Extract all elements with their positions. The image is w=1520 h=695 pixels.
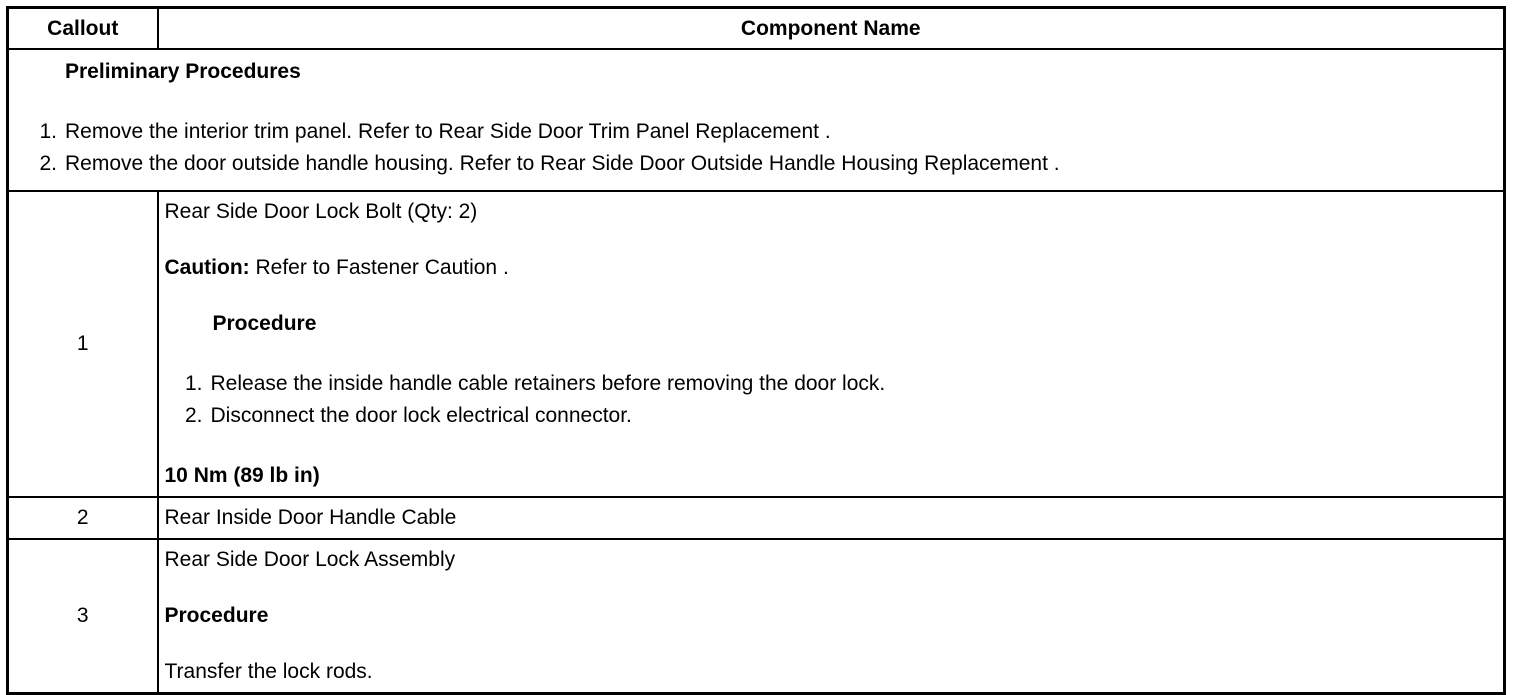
component-name-header: Component Name: [158, 8, 1505, 50]
step-number: 1.: [39, 120, 57, 143]
procedure-text: Transfer the lock rods.: [164, 660, 373, 683]
torque-spec: 10 Nm (89 lb in): [164, 464, 320, 487]
component-name: Rear Side Door Lock Assembly: [164, 548, 456, 571]
table-row: [8, 497, 1505, 539]
caution-note: [165, 256, 1498, 280]
step-text: Release the inside handle cable retainers before removing the door lock.: [210, 372, 886, 395]
component-name: Rear Inside Door Handle Cable: [164, 506, 457, 529]
step-number: 1.: [184, 372, 203, 395]
preliminary-row: [8, 49, 1505, 191]
table-row: [8, 539, 1505, 694]
procedure-title: Procedure: [164, 604, 269, 627]
table-row: [8, 191, 1505, 497]
procedure-step: [165, 368, 1498, 400]
callout-cell: 1: [8, 191, 158, 497]
step-text: Remove the interior trim panel. Refer to Rear Side Door Trim Panel Replacement .: [65, 120, 831, 143]
component-cell: [158, 497, 1505, 539]
preliminary-title: Preliminary Procedures: [65, 60, 301, 83]
caution-text: Refer to Fastener Caution .: [249, 256, 509, 279]
preliminary-step: [13, 116, 1497, 148]
callout-cell: 2: [8, 497, 158, 539]
procedure-table: [6, 6, 1506, 695]
procedure-title: Procedure: [212, 312, 317, 335]
procedure-step: [165, 400, 1498, 432]
callout-cell: 3: [8, 539, 158, 694]
step-text: Disconnect the door lock electrical connector.: [210, 404, 632, 427]
step-number: 2.: [184, 404, 203, 427]
step-text: Remove the door outside handle housing. Refer to Rear Side Door Outside Handle Housing Replacement .: [65, 152, 1060, 175]
preliminary-cell: [8, 49, 1505, 191]
procedure-steps: [165, 368, 1498, 432]
component-name: Rear Side Door Lock Bolt (Qty: 2): [164, 200, 478, 223]
preliminary-step: [13, 148, 1497, 180]
callout-header: Callout: [8, 8, 158, 50]
component-cell: [158, 191, 1505, 497]
step-number: 2.: [39, 152, 57, 175]
header-row: [8, 8, 1505, 50]
component-cell: [158, 539, 1505, 694]
caution-label: Caution:: [164, 256, 250, 279]
